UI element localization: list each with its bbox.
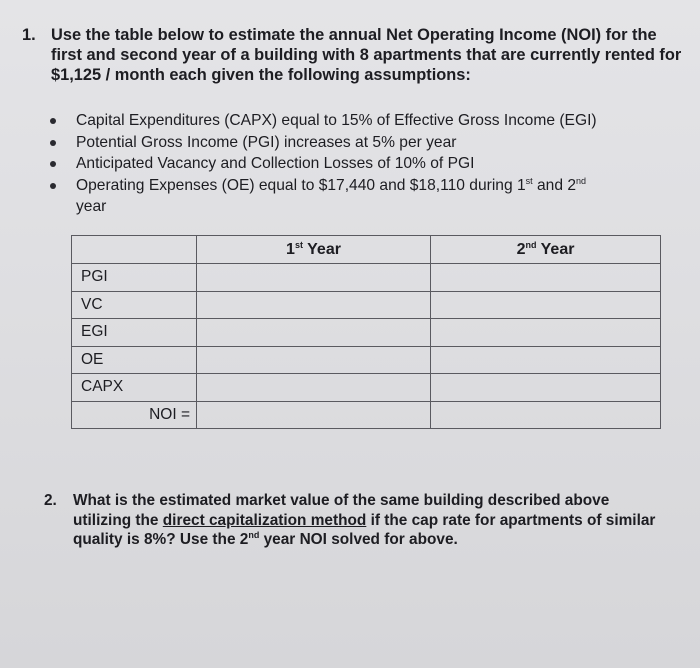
table-header-row <box>72 236 661 264</box>
bullet-icon <box>50 118 56 124</box>
cell-capx-year2[interactable] <box>431 374 661 402</box>
noi-table <box>71 235 661 429</box>
cell-egi-year1[interactable] <box>197 319 431 347</box>
assumptions-list <box>48 110 688 218</box>
row-label-capx: CAPX <box>72 374 197 402</box>
question-2-text: What is the estimated market value of the same building described above utilizing the direct capitalization method if the cap rate for apartments of similar quality is 8%? Use the 2nd year NOI solved for above. <box>73 492 656 548</box>
assumption-pgi: Potential Gross Income (PGI) increases at 5% per year <box>76 133 457 151</box>
question-1-text: Use the table below to estimate the annual Net Operating Income (NOI) for the first and second year of a building with 8 apartments that are currently rented for $1,125 / month each given the following assumptions: <box>51 26 682 84</box>
cell-noi-year2[interactable] <box>431 401 661 429</box>
header-year-2: 2nd Year <box>431 236 661 264</box>
table-row <box>72 401 661 429</box>
bullet-icon <box>50 140 56 146</box>
assumption-capx: Capital Expenditures (CAPX) equal to 15% of Effective Gross Income (EGI) <box>76 112 597 129</box>
row-label-pgi: PGI <box>72 264 197 292</box>
header-year-1: 1st Year <box>197 236 431 264</box>
cell-noi-year1[interactable] <box>197 401 431 429</box>
row-label-egi: EGI <box>72 319 197 347</box>
cell-pgi-year2[interactable] <box>431 264 661 292</box>
cell-vc-year2[interactable] <box>431 291 661 319</box>
row-label-vc: VC <box>72 291 197 319</box>
row-label-noi: NOI = <box>72 401 197 429</box>
cell-vc-year1[interactable] <box>197 291 431 319</box>
cell-egi-year2[interactable] <box>431 319 661 347</box>
bullet-icon <box>50 161 56 167</box>
cell-capx-year1[interactable] <box>197 374 431 402</box>
list-item <box>48 175 688 218</box>
table-row <box>72 374 661 402</box>
table-header-blank <box>72 236 197 264</box>
cell-pgi-year1[interactable] <box>197 264 431 292</box>
assumption-oe: Operating Expenses (OE) equal to $17,440 and $18,110 during 1st and 2nd year <box>76 175 587 215</box>
table-row <box>72 264 661 292</box>
list-item <box>48 153 688 175</box>
table-row <box>72 346 661 374</box>
assumption-vacancy: Anticipated Vacancy and Collection Losses of 10% of PGI <box>76 155 475 172</box>
bullet-icon <box>50 183 56 189</box>
list-item <box>48 110 688 132</box>
question-1-number: 1. <box>22 26 36 44</box>
cell-oe-year2[interactable] <box>431 346 661 374</box>
question-2-number: 2. <box>44 492 57 509</box>
row-label-oe: OE <box>72 346 197 374</box>
table-row <box>72 291 661 319</box>
table-row <box>72 319 661 347</box>
direct-capitalization-term: direct capitalization method <box>162 511 367 529</box>
list-item <box>48 132 688 154</box>
cell-oe-year1[interactable] <box>197 346 431 374</box>
